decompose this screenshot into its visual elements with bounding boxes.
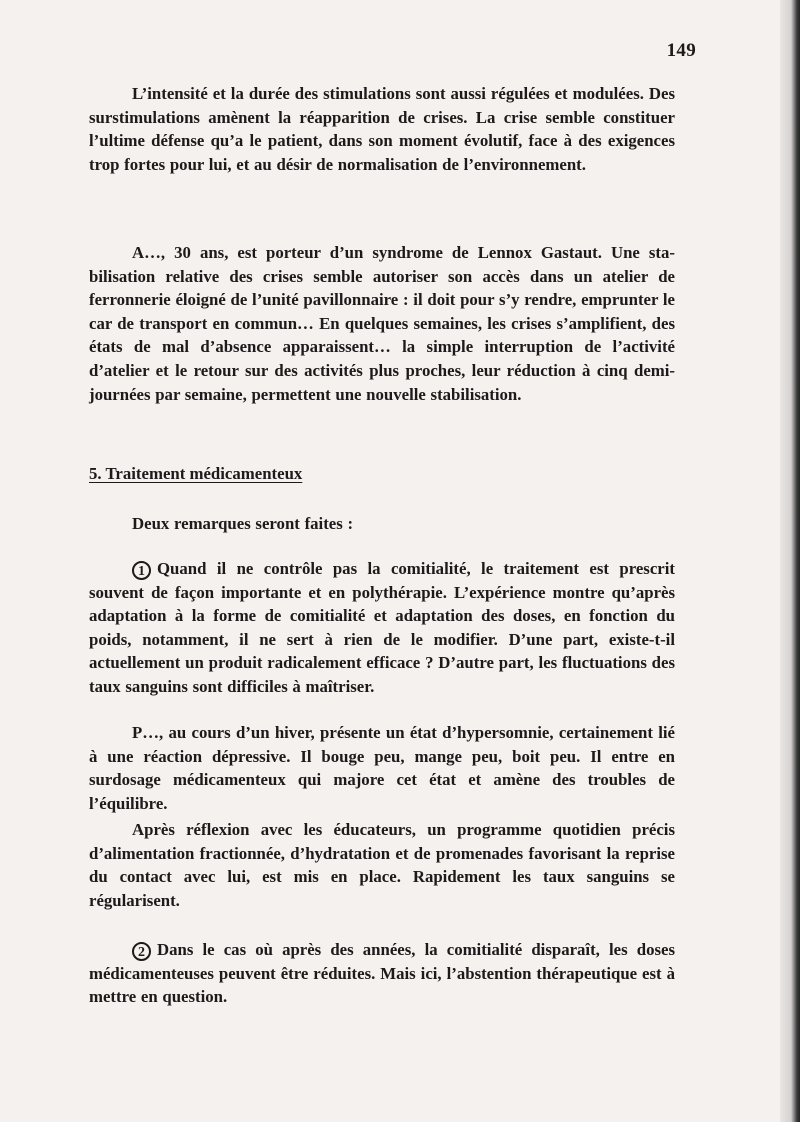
paragraph-stimulations: L’intensité et la durée des stimulations sont aussi régulées et modulées. Des surstimulations amènent la réapparition de crises. La crise semble constituer l’ultime défense qu’a le patient, dans son moment évolutif, face à des exigences trop fortes pour lui, et au désir de normalisation de l’environnement. [89, 84, 675, 174]
circled-number-two: 2 [132, 942, 151, 961]
paragraph-case-p: P…, au cours d’un hiver, présente un état d’hypersomnie, certainement lié à une réaction dépressive. Il bouge peu, mange peu, boit peu. Il entre en surdosage médicamenteux qui majore cet état et amène des troubles de l’équilibre. [89, 723, 675, 813]
section-heading: 5. Traitement médicamenteux [89, 464, 303, 483]
paragraph-program: Après réflexion avec les éducateurs, un programme quotidien précis d’alimentation fractionnée, d’hydratation et de promenades favorisant la reprise du contact avec lui, est mis en place. Rapidement les taux sanguins se régularisent. [89, 820, 675, 910]
page-edge-shadow [780, 0, 800, 1122]
paragraph-remark-one: 1 Quand il ne contrôle pas la comitialité, le traitement est prescrit souvent de façon importante et en polythérapie. L’expérience montre qu’après adaptation à la forme de comitialité et adaptation des doses, en fonction du poids, notamment, il ne sert à rien de le modifier. D’une part, existe-t-il actuellement un produit radicalement efficace ? D’autre part, les fluctuations des taux sanguins sont difficiles à maîtriser. [89, 559, 675, 696]
circled-number-one: 1 [132, 561, 151, 580]
paragraph-intro-remarks: Deux remarques seront faites : [132, 514, 354, 533]
page-number: 149 [666, 40, 696, 61]
paragraph-remark-two: 2 Dans le cas où après des années, la comitialité disparaît, les doses médicamenteuses peuvent être réduites. Mais ici, l’abstention thérapeutique est à mettre en question. [89, 940, 675, 1007]
paragraph-case-a: A…, 30 ans, est porteur d’un syndrome de Lennox Gastaut. Une stabilisation relative des crises semble autoriser son accès dans un atelier de ferronnerie éloigné de l’unité pavillonnaire : il doit pour s’y rendre, emprunter le car de transport en commun… En quelques semaines, les crises s’amplifient, des états de mal d’absence apparaissent… la simple interruption de l’activité d’atelier et le retour sur des activités plus proches, leur réduction à cinq demi-journées par semaine, permettent une nouvelle stabilisation. [89, 243, 675, 404]
